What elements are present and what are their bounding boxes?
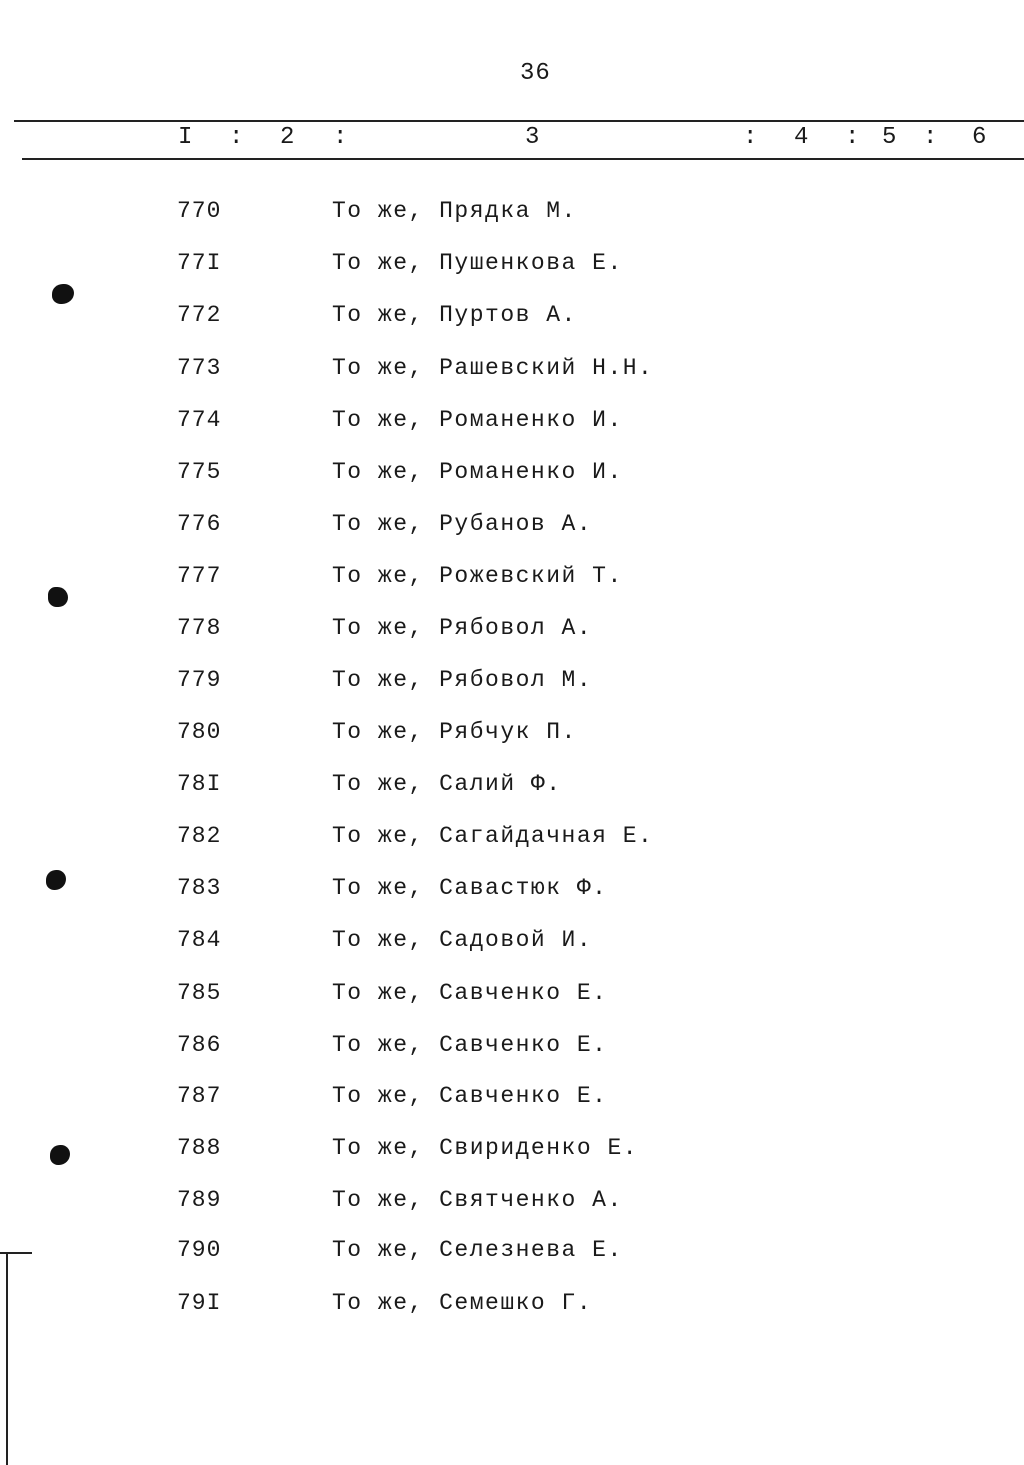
- entry-number: 770: [177, 198, 222, 224]
- entry-description: То же, Савченко Е.: [332, 1083, 608, 1109]
- page-number: 36: [520, 60, 551, 87]
- entry-description: То же, Романенко И.: [332, 459, 623, 485]
- list-item: [0, 302, 1024, 342]
- list-item: [0, 1187, 1024, 1227]
- entry-number: 77I: [177, 250, 222, 276]
- list-item: [0, 927, 1024, 967]
- margin-mark: [6, 1252, 8, 1465]
- list-item: [0, 875, 1024, 915]
- entry-description: То же, Прядка М.: [332, 198, 577, 224]
- list-item: [0, 719, 1024, 759]
- list-item: [0, 1135, 1024, 1175]
- entry-number: 772: [177, 302, 222, 328]
- entry-number: 786: [177, 1032, 222, 1058]
- list-item: [0, 1237, 1024, 1277]
- column-separator: :: [229, 124, 244, 151]
- list-item: [0, 980, 1024, 1020]
- entry-description: То же, Свириденко Е.: [332, 1135, 639, 1161]
- entry-description: То же, Семешко Г.: [332, 1290, 593, 1316]
- column-separator: :: [743, 124, 758, 151]
- list-item: [0, 1032, 1024, 1072]
- entry-number: 773: [177, 355, 222, 381]
- column-separator: :: [923, 124, 938, 151]
- entry-number: 775: [177, 459, 222, 485]
- list-item: [0, 198, 1024, 238]
- entry-description: То же, Рашевский Н.Н.: [332, 355, 654, 381]
- punch-hole: [48, 587, 68, 607]
- entry-description: То же, Пуртов А.: [332, 302, 577, 328]
- entry-number: 787: [177, 1083, 222, 1109]
- header-rule-top: [14, 120, 1024, 122]
- entry-number: 789: [177, 1187, 222, 1213]
- list-item: [0, 511, 1024, 551]
- entry-number: 779: [177, 667, 222, 693]
- list-item: [0, 459, 1024, 499]
- entry-number: 790: [177, 1237, 222, 1263]
- entry-description: То же, Рябовол М.: [332, 667, 593, 693]
- entry-number: 774: [177, 407, 222, 433]
- entry-number: 780: [177, 719, 222, 745]
- entry-number: 782: [177, 823, 222, 849]
- column-2-header: 2: [280, 124, 295, 151]
- entry-description: То же, Святченко А.: [332, 1187, 623, 1213]
- entry-description: То же, Рубанов А.: [332, 511, 593, 537]
- list-item: [0, 407, 1024, 447]
- column-3-header: 3: [525, 124, 540, 151]
- column-5-header: 5: [882, 124, 897, 151]
- entry-number: 777: [177, 563, 222, 589]
- entry-description: То же, Рожевский Т.: [332, 563, 623, 589]
- list-item: [0, 667, 1024, 707]
- entry-number: 785: [177, 980, 222, 1006]
- entry-description: То же, Савченко Е.: [332, 980, 608, 1006]
- entry-description: То же, Пушенкова Е.: [332, 250, 623, 276]
- entry-number: 776: [177, 511, 222, 537]
- entry-description: То же, Садовой И.: [332, 927, 593, 953]
- entry-description: То же, Рябовол А.: [332, 615, 593, 641]
- list-item: [0, 771, 1024, 811]
- header-rule-bottom: [22, 158, 1024, 160]
- list-item: [0, 1290, 1024, 1330]
- list-item: [0, 615, 1024, 655]
- punch-hole: [52, 284, 74, 304]
- column-4-header: 4: [794, 124, 809, 151]
- column-1-header: I: [178, 124, 193, 151]
- entry-number: 784: [177, 927, 222, 953]
- margin-mark: [0, 1252, 32, 1254]
- list-item: [0, 355, 1024, 395]
- entry-description: То же, Селезнева Е.: [332, 1237, 623, 1263]
- entry-number: 778: [177, 615, 222, 641]
- entry-number: 788: [177, 1135, 222, 1161]
- column-separator: :: [333, 124, 348, 151]
- list-item: [0, 1083, 1024, 1123]
- column-separator: :: [845, 124, 860, 151]
- entry-description: То же, Сагайдачная Е.: [332, 823, 654, 849]
- entry-description: То же, Савченко Е.: [332, 1032, 608, 1058]
- list-item: [0, 563, 1024, 603]
- entry-description: То же, Салий Ф.: [332, 771, 562, 797]
- entry-description: То же, Рябчук П.: [332, 719, 577, 745]
- column-6-header: 6: [972, 124, 987, 151]
- list-item: [0, 250, 1024, 290]
- entry-number: 79I: [177, 1290, 222, 1316]
- entry-number: 78I: [177, 771, 222, 797]
- entry-number: 783: [177, 875, 222, 901]
- list-item: [0, 823, 1024, 863]
- entry-description: То же, Романенко И.: [332, 407, 623, 433]
- entry-description: То же, Савастюк Ф.: [332, 875, 608, 901]
